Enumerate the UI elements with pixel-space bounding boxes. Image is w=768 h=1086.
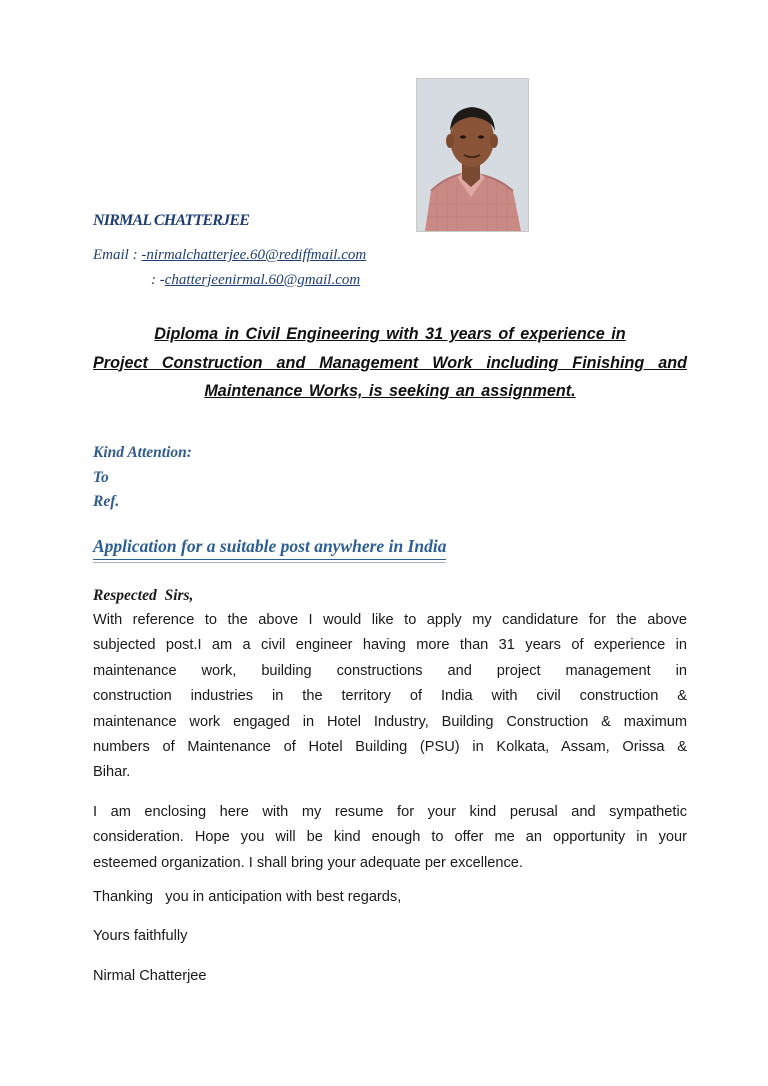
- attention-block: [93, 441, 192, 515]
- email-row-primary: [93, 247, 366, 264]
- paragraph-1-line: With reference to the above I would like to apply my candidature for the above: [93, 612, 687, 628]
- paragraph-1-line: Bihar.: [93, 764, 131, 781]
- headline-summary: [93, 320, 687, 406]
- kind-attention-label: Kind Attention:: [93, 444, 192, 461]
- signature-name: Nirmal Chatterjee: [93, 968, 207, 984]
- email-row-secondary: [151, 272, 360, 289]
- ref-label: Ref.: [93, 493, 120, 510]
- body-paragraph-2: [93, 800, 687, 876]
- paragraph-1-line: construction industries in the territory of India with civil construction &: [93, 688, 687, 705]
- profile-photo: [416, 78, 529, 232]
- to-label: To: [93, 468, 109, 486]
- paragraph-2-line: esteemed organization. I shall bring your adequate per excellence.: [93, 854, 523, 871]
- applicant-name: NIRMAL CHATTERJEE: [93, 212, 250, 229]
- subject-line: Application for a suitable post anywhere in India: [93, 536, 446, 560]
- body-paragraph-1: [93, 608, 687, 786]
- salutation: Respected Sirs,: [93, 587, 194, 604]
- paragraph-1-line: numbers of Maintenance of Hotel Building (PSU) in Kolkata, Assam, Orissa &: [93, 739, 687, 756]
- email-label: Email :: [93, 247, 142, 263]
- person-portrait-icon: [417, 79, 528, 231]
- email-link-primary[interactable]: -nirmalchatterjee.60@rediffmail.com: [141, 247, 367, 263]
- headline-line-3: Maintenance Works, is seeking an assignment.: [204, 382, 576, 400]
- closing-yours-faithfully: Yours faithfully: [93, 928, 188, 944]
- paragraph-1-line: maintenance work engaged in Hotel Industry, Building Construction & maximum: [93, 713, 687, 730]
- email-secondary-prefix: : -: [151, 272, 165, 288]
- paragraph-1-line: subjected post.I am a civil engineer having more than 31 years of experience in: [93, 637, 687, 654]
- email-link-secondary[interactable]: chatterjeenirmal.60@gmail.com: [164, 272, 361, 288]
- headline-line-1: Diploma in Civil Engineering with 31 years of experience in: [154, 325, 626, 343]
- paragraph-2-line: consideration. Hope you will be kind enough to offer me an opportunity in your: [93, 829, 687, 846]
- paragraph-2-line: I am enclosing here with my resume for your kind perusal and sympathetic: [93, 804, 687, 820]
- paragraph-1-line: maintenance work, building constructions and project management in: [93, 662, 687, 679]
- closing-thanks: Thanking you in anticipation with best regards,: [93, 889, 402, 905]
- headline-line-2: Project Construction and Management Work including Finishing and: [93, 353, 687, 372]
